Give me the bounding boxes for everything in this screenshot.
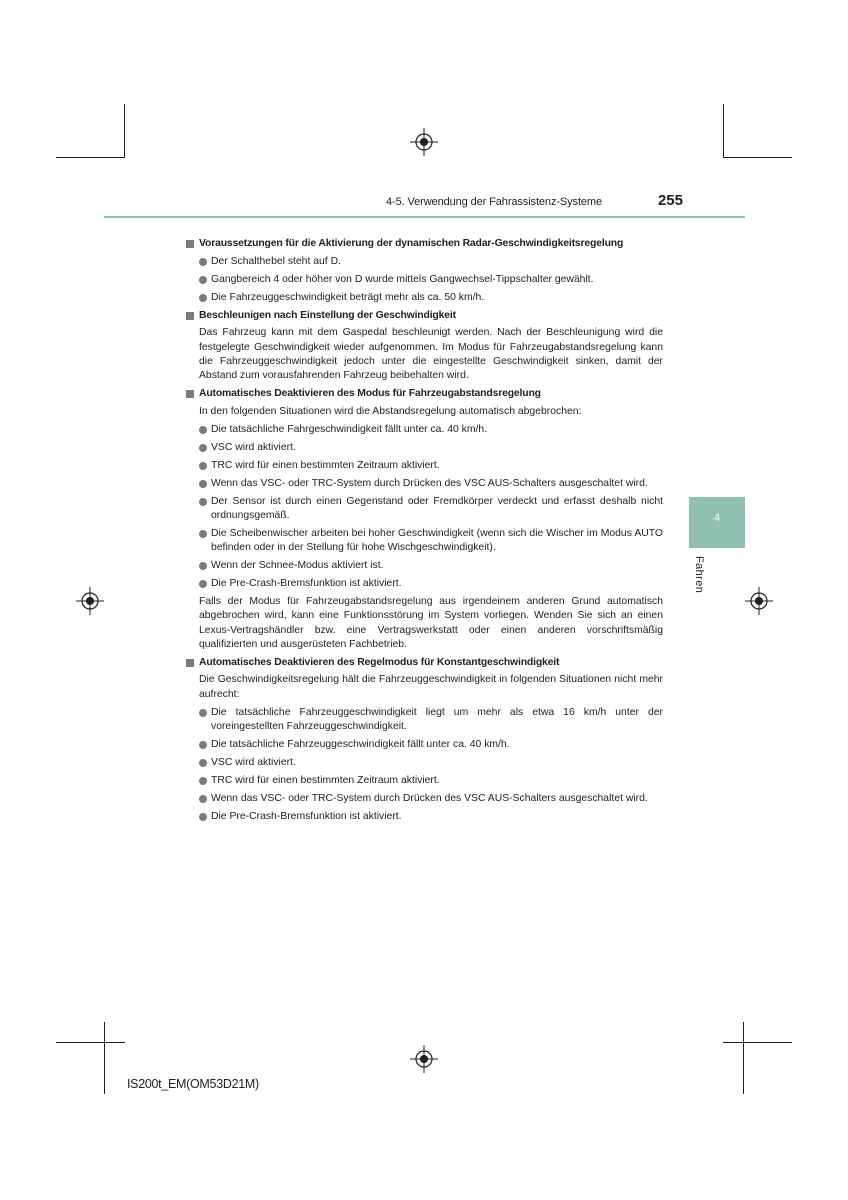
list-item-text: VSC wird aktiviert. [211,441,296,453]
bullet-dot-icon [199,530,207,538]
section-title: 4-5. Verwendung der Fahrassistenz-Systeme [385,196,602,208]
list-item-text: Wenn das VSC- oder TRC-System durch Drücken des VSC AUS-Schalters ausgeschaltet wird. [211,477,648,489]
paragraph: Die Geschwindigkeitsregelung hält die Fahrzeuggeschwindigkeit in folgenden Situationen nicht mehr aufrecht: [199,674,663,700]
list-item-text: Der Sensor ist durch einen Gegenstand oder Fremdkörper verdeckt und erfasst deshalb nicht ordnungsgemäß. [211,495,663,521]
list-item-text: Wenn der Schnee-Modus aktiviert ist. [211,560,384,572]
crop-mark [124,104,125,157]
square-bullet-icon [186,312,194,320]
bullet-dot-icon [199,426,207,434]
chapter-label: Fahren [693,556,705,594]
square-bullet-icon [186,659,194,667]
list-item [186,273,663,287]
list-item [186,495,663,523]
crop-mark [56,157,125,158]
list-item-text: Die Fahrzeuggeschwindigkeit beträgt mehr als ca. 50 km/h. [211,291,485,303]
crop-mark [723,157,792,158]
registration-mark-icon [410,1045,438,1073]
list-item-text: VSC wird aktiviert. [211,756,296,768]
bullet-dot-icon [199,813,207,821]
page-body [186,237,663,828]
bullet-dot-icon [199,462,207,470]
list-item [186,291,663,305]
list-item-text: Die Scheibenwischer arbeiten bei hoher Geschwindigkeit (wenn sich die Wischer im Modus AUTO befinden oder in der Stellung für hohe Wischgeschwindigkeit). [211,527,663,554]
list-item-text: Gangbereich 4 oder höher von D wurde mittels Gangwechsel-Tippschalter gewählt. [211,273,594,285]
list-item [186,774,663,788]
paragraph: Das Fahrzeug kann mit dem Gaspedal beschleunigt werden. Nach der Beschleunigung wird die festgelegte Geschwindigkeit wieder aufgenommen. Im Modus für Fahrzeugabstandsregelung kann die Fahrzeuggeschwindigkeit jedoch unter die eingestellte Geschwindigkeit sinken, damit der Abstand zum vorausfahrenden Fahrzeug beibehalten wird. [199,327,663,382]
list-item [186,255,663,269]
registration-mark-icon [745,587,773,615]
bullet-dot-icon [199,580,207,588]
list-item [186,441,663,455]
registration-mark-icon [76,587,104,615]
list-item [186,559,663,573]
bullet-dot-icon [199,498,207,506]
section-heading-text: Beschleunigen nach Einstellung der Geschwindigkeit [199,309,456,321]
list-item-text: Die tatsächliche Fahrgeschwindigkeit fällt unter ca. 40 km/h. [211,423,488,435]
manual-code: IS200t_EM(OM53D21M) [127,1077,259,1091]
section-heading [186,237,663,251]
list-item [186,459,663,473]
bullet-dot-icon [199,795,207,803]
bullet-dot-icon [199,480,207,488]
bullet-dot-icon [199,759,207,767]
list-item-text: Die Pre-Crash-Bremsfunktion ist aktiviert. [211,578,402,590]
bullet-dot-icon [199,276,207,284]
bullet-dot-icon [199,562,207,570]
section-heading [186,309,663,323]
section-heading-text: Voraussetzungen für die Aktivierung der dynamischen Radar-Geschwindigkeitsregelung [199,238,624,249]
chapter-number: 4 [713,512,721,524]
paragraph: In den folgenden Situationen wird die Abstandsregelung automatisch abgebrochen: [199,405,582,417]
list-item-text: TRC wird für einen bestimmten Zeitraum aktiviert. [211,459,440,471]
crop-mark [723,104,724,157]
registration-mark-icon [410,128,438,156]
list-item-text: Die Pre-Crash-Bremsfunktion ist aktiviert. [211,810,402,822]
square-bullet-icon [186,240,194,248]
paragraph: Falls der Modus für Fahrzeugabstandsregelung aus irgendeinem anderen Grund automatisch abgebrochen wird, kann eine Funktionsstörung im System vorliegen. Wenden Sie sich an einen Lexus-Vertragshändler bzw. eine Vertragswerkstatt oder einen anderen vorschriftsmäßig qualifizierten und ausgerüsteten Fachbetrieb. [199,596,663,650]
list-item [186,792,663,806]
crop-mark [104,1022,105,1094]
bullet-dot-icon [199,258,207,266]
bullet-dot-icon [199,444,207,452]
list-item [186,527,663,555]
section-heading [186,656,663,670]
page-number: 255 [657,192,683,209]
list-item-text: TRC wird für einen bestimmten Zeitraum aktiviert. [211,774,440,786]
chapter-tab [689,497,745,548]
list-item-text: Die tatsächliche Fahrzeuggeschwindigkeit fällt unter ca. 40 km/h. [211,738,510,750]
bullet-dot-icon [199,709,207,717]
list-item [186,756,663,770]
crop-mark [56,1042,125,1043]
list-item [186,577,663,591]
section-heading-text: Automatisches Deaktivieren des Modus für Fahrzeugabstandsregelung [199,388,541,400]
list-item-text: Die tatsächliche Fahrzeuggeschwindigkeit liegt um mehr als etwa 16 km/h unter der voreingestellten Fahrzeuggeschwindigkeit. [211,706,663,732]
crop-mark [743,1022,744,1094]
bullet-dot-icon [199,294,207,302]
square-bullet-icon [186,390,194,398]
section-heading [186,387,663,401]
list-item [186,738,663,752]
bullet-dot-icon [199,741,207,749]
header-rule [104,216,745,218]
list-item [186,477,663,491]
list-item-text: Der Schalthebel steht auf D. [211,255,341,267]
list-item [186,423,663,437]
bullet-dot-icon [199,777,207,785]
list-item [186,706,663,734]
crop-mark [723,1042,792,1043]
list-item-text: Wenn das VSC- oder TRC-System durch Drücken des VSC AUS-Schalters ausgeschaltet wird. [211,792,648,804]
section-heading-text: Automatisches Deaktivieren des Regelmodus für Konstantgeschwindigkeit [199,656,560,668]
list-item [186,810,663,824]
